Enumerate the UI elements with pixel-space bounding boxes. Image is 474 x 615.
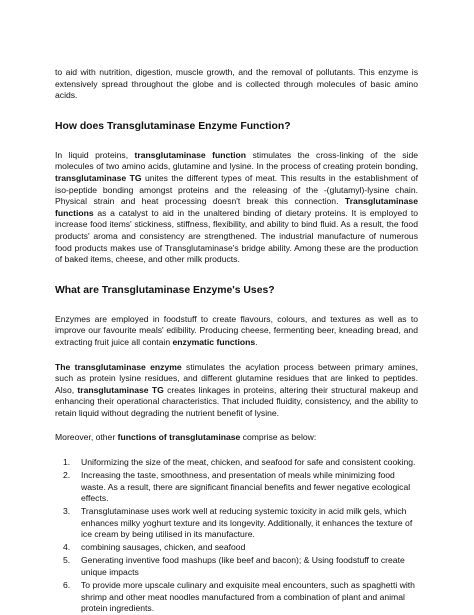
- list-item: [55, 457, 418, 469]
- text-run: unites the different types of meat. This results in the establishment of iso-peptide bonding amongst proteins and the releasing of the -(glutamyl)-lysine chain. Physical strain and heat processing doesn't break this connection.: [55, 172, 419, 207]
- bold-term: Transglutaminase functions: [55, 196, 418, 218]
- list-item: [55, 506, 418, 541]
- uses-paragraph-2: [55, 362, 418, 420]
- text-run: comprise as below:: [240, 432, 317, 443]
- bold-term: enzymatic functions: [172, 336, 256, 347]
- function-paragraph: [55, 150, 418, 266]
- intro-paragraph: to aid with nutrition, digestion, muscle growth, and the removal of pollutants. This enzyme is extensively spread throughout the globe and is collected through molecules of basic amino acids.: [55, 67, 418, 101]
- section-heading-function: How does Transglutaminase Enzyme Function?: [55, 120, 291, 132]
- list-item: [55, 470, 418, 505]
- bold-term: transglutaminase TG: [55, 172, 142, 183]
- uses-paragraph-3: [55, 432, 418, 444]
- list-text: Uniformizing the size of the meat, chicken, and seafood for safe and consistent cooking.: [81, 457, 416, 468]
- text-run: Enzymes are employed in foodstuff to create flavours, colours, and textures as well as to improve our favourite meals' edibility. Producing cheese, fermenting beer, kneading bread, and extracting fruit juice all contain: [55, 313, 418, 347]
- list-text: Generating inventive food mashups (like beef and bacon); & Using foodstuff to create unique impacts: [81, 555, 405, 577]
- bold-term: The transglutaminase enzyme: [55, 361, 182, 372]
- bold-term: functions of transglutaminase: [117, 432, 241, 443]
- list-text: Transglutaminase uses work well at reducing systemic toxicity in acid milk gels, which enhances milky yoghurt texture and its longevity. Additionally, it enhances the texture of ice cream by being utilised in its manufacture.: [81, 506, 413, 540]
- uses-paragraph-1: [55, 314, 418, 349]
- bold-term: transglutaminase function: [134, 149, 247, 160]
- text-run: stimulates the cross-linking of the side molecules of two amino acids, glutamine and lysine. In the process of creating protein bonding,: [55, 149, 419, 172]
- bold-term: transglutaminase TG: [77, 384, 164, 395]
- list-text: To provide more upscale culinary and exquisite meal encounters, such as spaghetti with shrimp and other meat noodles manufactured from a combination of plant and animal protein ingredients.: [81, 579, 415, 614]
- text-run: .: [255, 336, 258, 347]
- text-run: stimulates the acylation process between primary amines, such as protein lysine residues, and different glutamine residues that are linked to peptides. Also,: [55, 361, 418, 395]
- text-run: In liquid proteins,: [55, 149, 135, 160]
- list-number: 1.: [63, 457, 71, 468]
- list-number: 3.: [63, 506, 71, 517]
- section-heading-uses: What are Transglutaminase Enzyme's Uses?: [55, 284, 275, 296]
- list-item: [55, 580, 418, 615]
- list-item: [55, 555, 418, 578]
- list-number: 5.: [63, 555, 71, 566]
- list-number: 6.: [63, 579, 71, 590]
- text-run: Moreover, other: [55, 432, 118, 443]
- list-text: Increasing the taste, smoothness, and presentation of meals while minimizing food waste. As a result, there are significant financial benefits and fewer negative ecological effects.: [81, 470, 411, 504]
- list-number: 4.: [63, 542, 71, 553]
- list-number: 2.: [63, 470, 71, 481]
- text-run: creates linkages in proteins, altering their structural makeup and enhancing their operational characteristics. That included fluidity, consistency, and the ability to retain liquid without degrading the nutrient benefit of lysine.: [55, 384, 418, 418]
- list-item: [55, 542, 418, 554]
- functions-list: [55, 457, 418, 615]
- list-text: combining sausages, chicken, and seafood: [81, 542, 246, 553]
- text-run: as a catalyst to aid in the unaltered binding of dietary proteins. It is employed to increase food items' stickiness, stiffness, flexibility, and ability to bind fluid. As a result, the food products' aroma and consistency are strengthened. The industrial manufacture of numerous food products makes use of Transglutaminase's bridge ability. Among these are the production of baked items, cheese, and other milk products.: [55, 207, 418, 265]
